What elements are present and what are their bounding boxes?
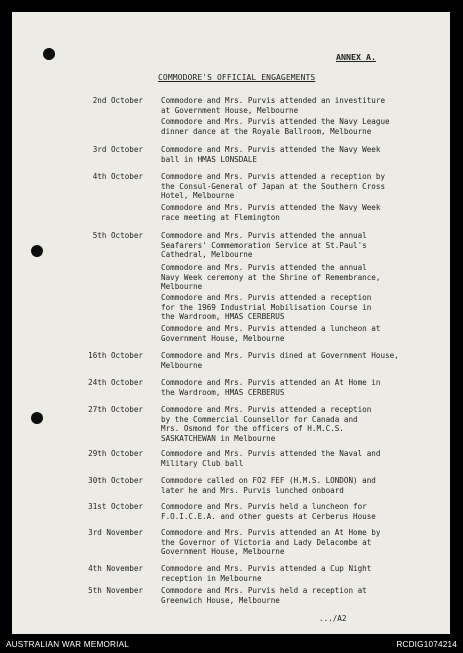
- entry-text: Commodore and Mrs. Purvis attended a reception by the Commercial Counsellor for Canada and Mrs. Osmond for the officers of H.M.C.S. SASKATCHEWAN in Melbourne: [161, 405, 372, 443]
- entry-date: 3rd November: [88, 528, 143, 537]
- entry-text: Commodore and Mrs. Purvis held a reception at Greenwich House, Melbourne: [161, 586, 367, 605]
- entry-text: Commodore and Mrs. Purvis attended a reception for the 1969 Industrial Mobilisation Course in the Wardroom, HMAS CERBERUS: [161, 293, 372, 321]
- entry-text: Commodore and Mrs. Purvis attended a luncheon at Government House, Melbourne: [161, 324, 381, 343]
- entry-date: 24th October: [88, 378, 143, 387]
- entry-date: 27th October: [88, 405, 143, 414]
- entry-text: Commodore and Mrs. Purvis attended the Navy Week race meeting at Flemington: [161, 203, 381, 222]
- entry-text: Commodore and Mrs. Purvis attended the annual Seafarers' Commemoration Service at St.Paul's Cathedral, Melbourne: [161, 231, 367, 259]
- continuation-marker: .../A2: [319, 614, 347, 623]
- entry-date: 5th November: [88, 586, 143, 595]
- entry-text: Commodore and Mrs. Purvis attended a reception by the Consul-General of Japan at the Southern Cross Hotel, Melbourne: [161, 172, 386, 200]
- entry-text: Commodore and Mrs. Purvis dined at Government House, Melbourne: [161, 351, 399, 370]
- punch-hole-bottom: [31, 412, 43, 424]
- entry-text: Commodore and Mrs. Purvis attended an investiture at Government House, Melbourne: [161, 96, 386, 115]
- entry-date: 30th October: [88, 476, 143, 485]
- entry-date: 16th October: [88, 351, 143, 360]
- entry-date: 31st October: [88, 502, 143, 511]
- entry-text: Commodore and Mrs. Purvis attended an At Home in the Wardroom, HMAS CERBERUS: [161, 378, 381, 397]
- entry-text: Commodore and Mrs. Purvis held a luncheon for F.O.I.C.E.A. and other guests at Cerberus House: [161, 502, 376, 521]
- entry-text: Commodore and Mrs. Purvis attended an At Home by the Governor of Victoria and Lady Delacombe at Government House, Melbourne: [161, 528, 381, 556]
- entry-text: Commodore called on FO2 FEF (H.M.S. LONDON) and later he and Mrs. Purvis lunched onboard: [161, 476, 376, 495]
- entry-text: Commodore and Mrs. Purvis attended the Navy Week ball in HMAS LONSDALE: [161, 145, 381, 164]
- document-page: [12, 12, 450, 634]
- entry-text: Commodore and Mrs. Purvis attended the Naval and Military Club ball: [161, 449, 381, 468]
- annex-label: ANNEX A.: [336, 52, 376, 62]
- entry-date: 29th October: [88, 449, 143, 458]
- archive-name: AUSTRALIAN WAR MEMORIAL: [6, 640, 130, 649]
- entry-text: Commodore and Mrs. Purvis attended a Cup Night reception in Melbourne: [161, 564, 372, 583]
- document-title: COMMODORE'S OFFICIAL ENGAGEMENTS: [158, 73, 316, 82]
- punch-hole-top: [43, 48, 55, 60]
- entry-date: 3rd October: [92, 145, 143, 154]
- entry-text: Commodore and Mrs. Purvis attended the Navy League dinner dance at the Royale Ballroom, Melbourne: [161, 117, 390, 136]
- entry-text: Commodore and Mrs. Purvis attended the annual Navy Week ceremony at the Shrine of Remembrance, Melbourne: [161, 263, 381, 291]
- credit-bar: [0, 637, 463, 653]
- entry-date: 2nd October: [92, 96, 143, 105]
- archive-reference: RCDIG1074214: [396, 640, 457, 649]
- entry-date: 5th October: [92, 231, 143, 240]
- entry-date: 4th November: [88, 564, 143, 573]
- punch-hole-middle: [31, 245, 43, 257]
- entry-date: 4th October: [92, 172, 143, 181]
